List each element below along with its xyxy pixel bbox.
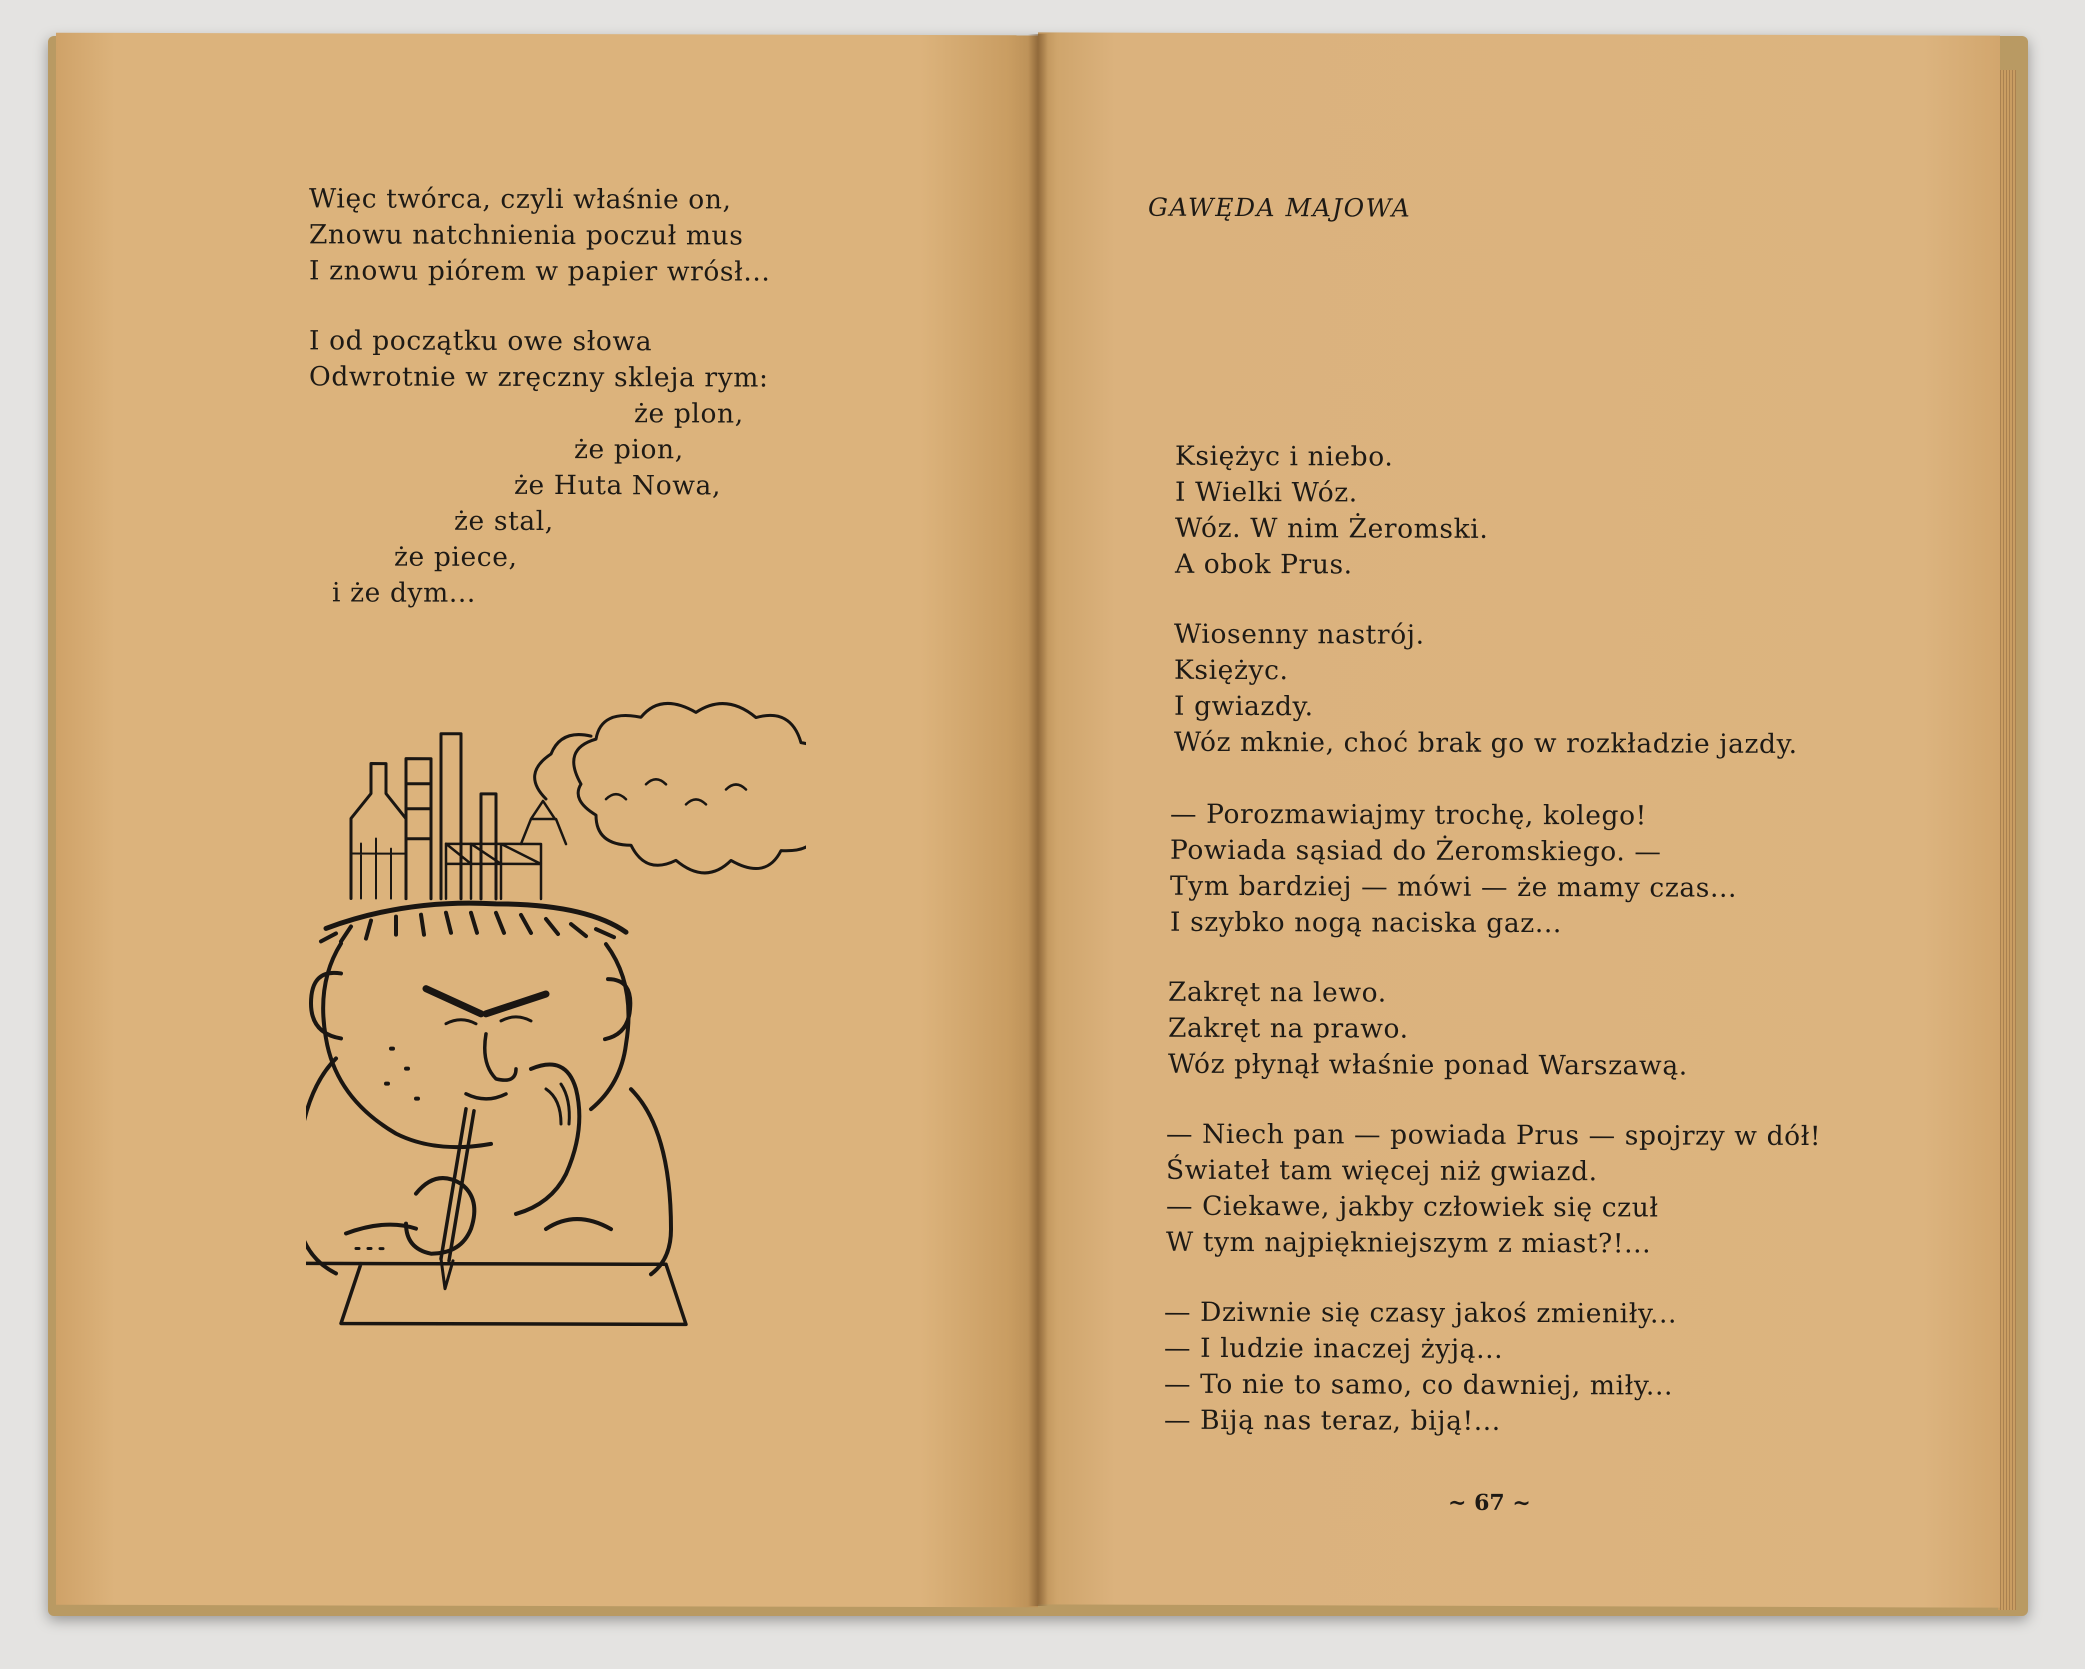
verse-line: — Niech pan — powiada Prus — spojrzy w dół!	[1166, 1118, 1822, 1153]
page-number: ~ 67 ~	[1448, 1489, 1531, 1517]
verse-line: że stal,	[454, 505, 554, 538]
verse-line: Więc twórca, czyli właśnie on,	[309, 183, 732, 216]
verse-line: Zakręt na lewo.	[1168, 976, 1387, 1009]
verse-line: I znowu piórem w papier wrósł...	[309, 255, 771, 288]
verse-line: Wóz płynął właśnie ponad Warszawą.	[1168, 1048, 1688, 1082]
page-edges	[1998, 70, 2016, 1610]
verse-line: Wóz mknie, choć brak go w rozkładzie jazdy.	[1174, 726, 1798, 760]
verse-line: — Dziwnie się czasy jakoś zmieniły...	[1164, 1296, 1678, 1330]
verse-line: że pion,	[574, 434, 684, 466]
left-page	[56, 33, 1038, 1608]
verse-line: Odwrotnie w zręczny skleja rym:	[309, 361, 769, 394]
verse-line: — To nie to samo, co dawniej, miły...	[1164, 1368, 1673, 1402]
verse-line: I od początku owe słowa	[309, 325, 653, 358]
verse-line: Znowu natchnienia poczuł mus	[309, 219, 744, 252]
verse-line: Tym bardziej — mówi — że mamy czas...	[1170, 870, 1738, 904]
right-page	[1038, 32, 2000, 1607]
verse-line: I Wielki Wóz.	[1175, 476, 1358, 509]
verse-line: Zakręt na prawo.	[1168, 1012, 1409, 1045]
verse-line: W tym najpiękniejszym z miast?!...	[1166, 1226, 1652, 1260]
verse-line: że plon,	[634, 398, 744, 430]
verse-line: — Ciekawe, jakby człowiek się czuł	[1166, 1190, 1659, 1224]
verse-line: że piece,	[394, 541, 518, 573]
poem-title: GAWĘDA MAJOWA	[1148, 192, 1412, 223]
cartoon-illustration	[306, 688, 806, 1349]
verse-line: — Porozmawiajmy trochę, kolego!	[1170, 798, 1647, 832]
verse-line: Powiada sąsiad do Żeromskiego. —	[1170, 834, 1662, 868]
verse-line: I szybko nogą naciska gaz...	[1170, 906, 1562, 940]
verse-line: I gwiazdy.	[1174, 690, 1314, 723]
verse-line: że Huta Nowa,	[514, 469, 721, 502]
verse-line: i że dym...	[332, 577, 476, 609]
verse-line: Księżyc.	[1174, 654, 1289, 687]
verse-line: Wóz. W nim Żeromski.	[1175, 512, 1489, 545]
verse-line: Księżyc i niebo.	[1175, 440, 1394, 473]
book-spine	[1028, 34, 1048, 1606]
verse-line: Wiosenny nastrój.	[1174, 618, 1425, 651]
verse-line: — Biją nas teraz, biją!...	[1164, 1404, 1501, 1437]
verse-line: A obok Prus.	[1175, 548, 1353, 581]
verse-line: Świateł tam więcej niż gwiazd.	[1166, 1154, 1598, 1188]
verse-line: — I ludzie inaczej żyją...	[1164, 1332, 1504, 1365]
